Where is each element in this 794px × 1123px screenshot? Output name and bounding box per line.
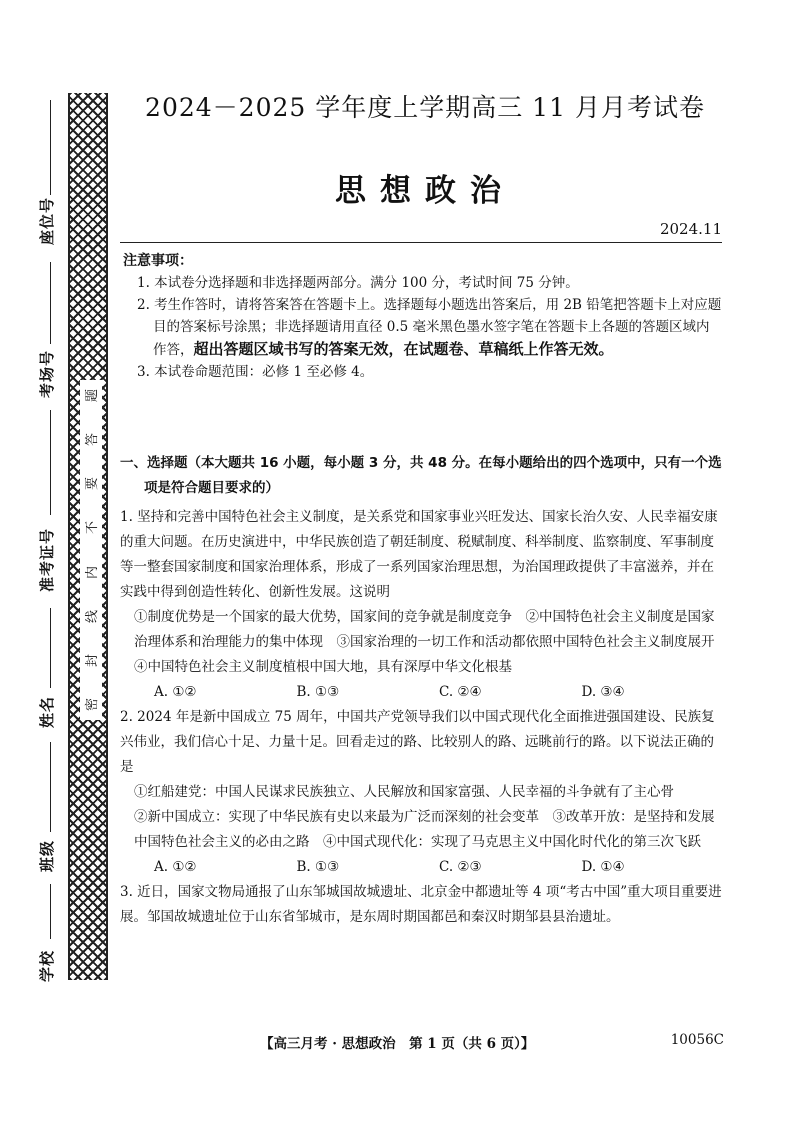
name-label: 姓名 [38, 695, 56, 728]
seat-label: 座位号 [38, 196, 56, 245]
q1-option-c[interactable]: C. ②④ [439, 684, 482, 700]
q2-options [120, 855, 724, 880]
notice-block [123, 250, 723, 383]
q1-statements: ①制度优势是一个国家的最大优势，国家间的竞争就是制度竞争 ②中国特色社会主义制度是国家治理体系和治理能力的集中体现 ③国家治理的一切工作和活动都依照中国特色社会主义制度展开 ④中国特色社会主义制度植根中国大地，具有深厚中华文化根基 [134, 609, 728, 675]
notice-item-1: 1. 本试卷分选择题和非选择题两部分。满分 100 分，考试时间 75 分钟。 [137, 275, 579, 291]
seal-word: 密 [85, 697, 101, 711]
q1-option-a[interactable]: A. ①② [154, 684, 197, 700]
q1-stem: 1. 坚持和完善中国特色社会主义制度，是关系党和国家事业兴旺发达、国家长治久安、人民幸福安康的重大问题。在历史演进中，中华民族创造了朝廷制度、税赋制度、科举制度、监察制度、军事制度等一整套国家制度和国家治理体系，形成了一系列国家治理思想，为治国理政提供了丰富滋养，并在实践中得到创造性转化、创新性发展。这说明 [120, 509, 718, 600]
footer-page-info: 【高三月考 · 思想政治 第 1 页（共 6 页）】 [260, 1036, 535, 1052]
q2-option-d[interactable]: D. ①④ [581, 859, 625, 875]
notice-emphasis: 超出答题区域书写的答案无效，在试题卷、草稿纸上作答无效。 [193, 340, 614, 358]
seal-word: 封 [85, 653, 101, 667]
q1-option-b[interactable]: B. ①③ [296, 684, 340, 700]
school-field-line[interactable] [50, 884, 51, 939]
class-field-line[interactable] [50, 742, 51, 832]
seal-word: 不 [85, 521, 101, 535]
exam-title: 2024－2025 学年度上学期高三 11 月月考试卷 [145, 93, 705, 122]
q2-stem: 2. 2024 年是新中国成立 75 周年，中国共产党领导我们以中国式现代化全面推进强国建设、民族复兴伟业，我们信心十足、力量十足。回看走过的路、比较别人的路、远眺前行的路。以下说法正确的是 [120, 709, 715, 775]
room-label: 考场号 [38, 349, 56, 398]
section-heading [120, 451, 724, 501]
footer-code: 10056C [670, 1032, 724, 1048]
room-field-line[interactable] [50, 262, 51, 344]
q2-statement-1: ①红船建党：中国人民谋求民族独立、人民解放和国家富强、人民幸福的斗争就有了主心骨 [134, 784, 674, 800]
q2-option-a[interactable]: A. ①② [154, 859, 197, 875]
q1-option-d[interactable]: D. ③④ [581, 684, 625, 700]
notice-heading: 注意事项： [123, 253, 193, 269]
seal-word: 要 [85, 477, 101, 491]
ticket-field-line[interactable] [50, 410, 51, 515]
class-label: 班级 [38, 839, 56, 872]
seal-word: 题 [85, 388, 101, 403]
header-divider [120, 242, 722, 243]
q2-statements: ②新中国成立：实现了中华民族有史以来最为广泛而深刻的社会变革 ③改革开放：是坚持和发展中国特色社会主义的必由之路 ④中国式现代化：实现了马克思主义中国化时代化的第三次飞跃 [134, 809, 715, 850]
seat-field-line[interactable] [50, 100, 51, 195]
notice-item-2 [123, 294, 723, 361]
school-label: 学校 [38, 949, 56, 982]
section-heading-line1: 一、选择题（本大题共 16 小题，每小题 3 分，共 48 分。在每小题给出的四个选项中，只有一个选 [120, 455, 722, 471]
questions [120, 451, 728, 930]
seal-word: 答 [85, 433, 101, 447]
seal-word: 内 [85, 565, 101, 579]
q2-option-c[interactable]: C. ②③ [439, 859, 482, 875]
seal-line-notice [80, 380, 102, 720]
subject-title: 思想政治 [335, 173, 515, 209]
q3-stem: 3. 近日，国家文物局通报了山东邹城国故城遗址、北京金中都遗址等 4 项“考古中国”重大项目重要进展。邹国故城遗址位于山东省邹城市，是东周时期国都邑和秦汉时期邹县县治遗址。 [120, 884, 722, 925]
ticket-label: 准考证号 [38, 527, 56, 592]
notice-item-3: 3. 本试卷命题范围：必修 1 至必修 4。 [137, 364, 374, 380]
q1-options [120, 680, 724, 705]
seal-word: 线 [85, 609, 101, 623]
name-field-line[interactable] [50, 608, 51, 688]
notice-item-2-text: 2. 考生作答时，请将答案答在答题卡上。选择题每小题选出答案后，用 2B 铅笔把答题卡上对应题目的答案标号涂黑；非选择题请用直径 0.5 毫米黑色墨水签字笔在答题卡上各题的答题区域内作答， [137, 297, 722, 358]
section-heading-line2: 项是符合题目要求的） [144, 480, 279, 496]
q2-option-b[interactable]: B. ①③ [296, 859, 340, 875]
exam-date: 2024.11 [659, 220, 722, 238]
